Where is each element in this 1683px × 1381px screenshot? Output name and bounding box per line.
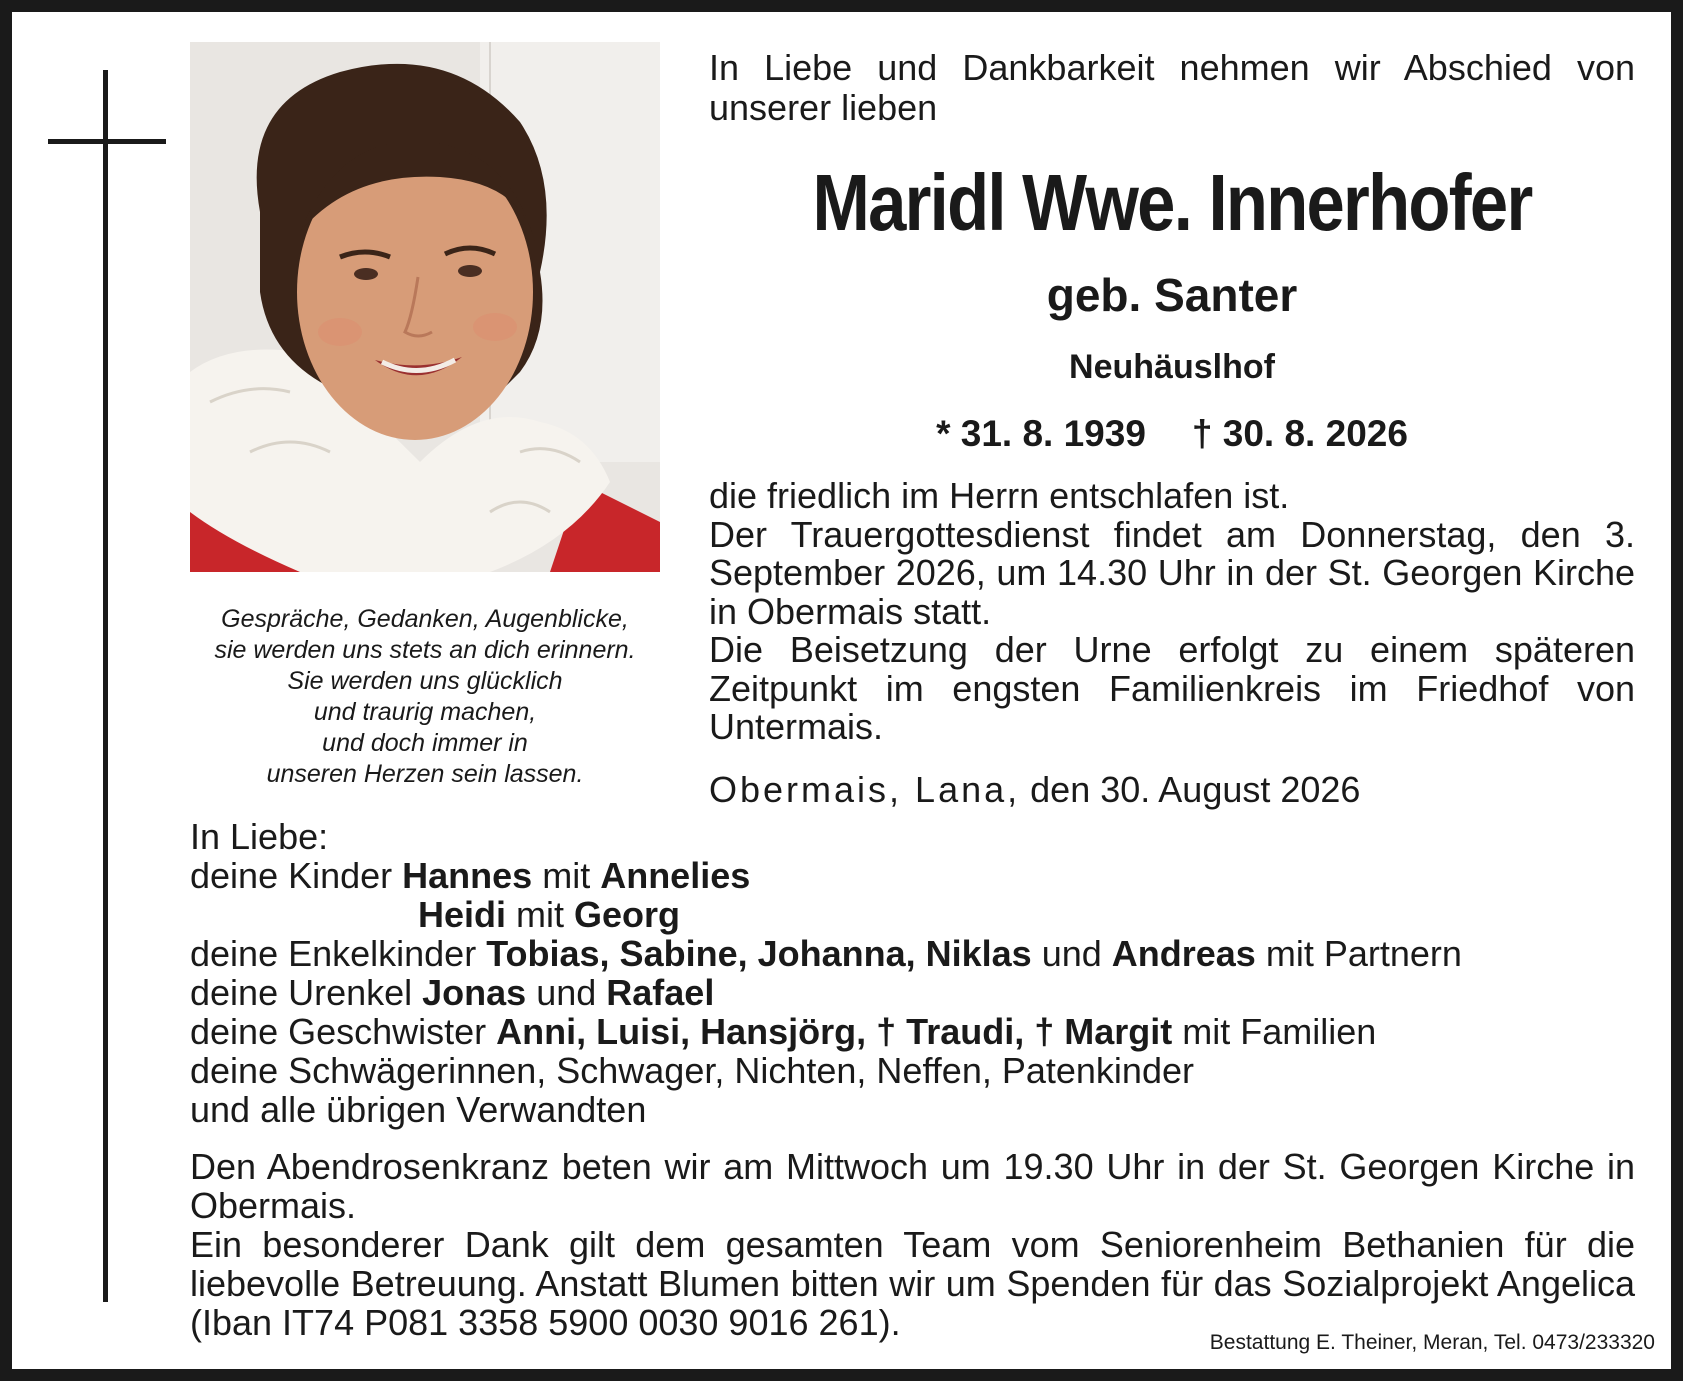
death-date: † 30. 8. 2026 bbox=[1191, 413, 1408, 454]
poem-line: Sie werden uns glücklich bbox=[287, 667, 563, 695]
closing-text bbox=[190, 1147, 1635, 1342]
rosary-paragraph: Den Abendrosenkranz beten wir am Mittwoch um 19.30 Uhr in der St. Georgen Kirche in Obermais. bbox=[190, 1146, 1635, 1226]
birth-name: geb. Santer bbox=[1046, 269, 1298, 321]
poem-line: sie werden uns stets an dich erinnern. bbox=[214, 636, 636, 664]
farm-name: Neuhäuslhof bbox=[1069, 348, 1275, 386]
children-row: deine Kinder Hannes mit Annelies bbox=[190, 855, 751, 896]
siblings-row: deine Geschwister Anni, Luisi, Hansjörg, † Traudi, † Margit mit Familien bbox=[190, 1011, 1377, 1052]
undertaker-credit: Bestattung E. Theiner, Meran, Tel. 0473/233320 bbox=[1209, 1331, 1655, 1354]
place: Obermais, Lana, bbox=[709, 769, 1021, 810]
poem-line: und doch immer in bbox=[322, 729, 528, 757]
poem-line: unseren Herzen sein lassen. bbox=[266, 760, 584, 788]
place-date bbox=[709, 770, 1635, 810]
cross-icon-bar bbox=[48, 139, 166, 144]
announcement-paragraph: die friedlich im Herrn entschlafen ist. bbox=[709, 475, 1290, 516]
in-laws-row: deine Schwägerinnen, Schwager, Nichten, Neffen, Patenkinder bbox=[190, 1050, 1194, 1091]
birth-date: * 31. 8. 1939 bbox=[936, 413, 1146, 454]
date: den 30. August 2026 bbox=[1030, 769, 1361, 810]
great-grandchildren-row: deine Urenkel Jonas und Rafael bbox=[190, 972, 715, 1013]
funeral-service-paragraph: Der Trauergottesdienst findet am Donnerstag, den 3. September 2026, um 14.30 Uhr in der St. Georgen Kirche in Obermais statt. bbox=[709, 513, 1635, 632]
mourners-list bbox=[190, 817, 1640, 1129]
poem-line: und traurig machen, bbox=[313, 698, 537, 726]
cross-icon bbox=[103, 70, 108, 1302]
memorial-poem bbox=[180, 604, 670, 790]
grandchildren-row: deine Enkelkinder Tobias, Sabine, Johanna, Niklas und Andreas mit Partnern bbox=[190, 933, 1462, 974]
thanks-paragraph: Ein besonderer Dank gilt dem gesamten Team vom Seniorenheim Bethanien für die liebevolle Betreuung. Anstatt Blumen bitten wir um Spenden für das Sozialprojekt Angelica (Iban IT74 P081 3358 5900 0030 9016 261). bbox=[190, 1224, 1635, 1343]
intro-text: In Liebe und Dankbarkeit nehmen wir Abschied von unserer lieben bbox=[709, 47, 1635, 128]
poem-line: Gespräche, Gedanken, Augenblicke, bbox=[221, 605, 629, 633]
portrait-photo bbox=[190, 42, 660, 572]
children-row-2: Heidi mit Georg bbox=[418, 894, 681, 935]
burial-paragraph: Die Beisetzung der Urne erfolgt zu einem späteren Zeitpunkt im engsten Familienkreis im Friedhof von Untermais. bbox=[709, 629, 1635, 747]
deceased-name: Maridl Wwe. Innerhofer bbox=[812, 158, 1532, 247]
announcement bbox=[709, 477, 1635, 747]
life-dates bbox=[709, 412, 1635, 456]
mourners-heading: In Liebe: bbox=[190, 816, 329, 857]
relatives-row: und alle übrigen Verwandten bbox=[190, 1089, 647, 1130]
